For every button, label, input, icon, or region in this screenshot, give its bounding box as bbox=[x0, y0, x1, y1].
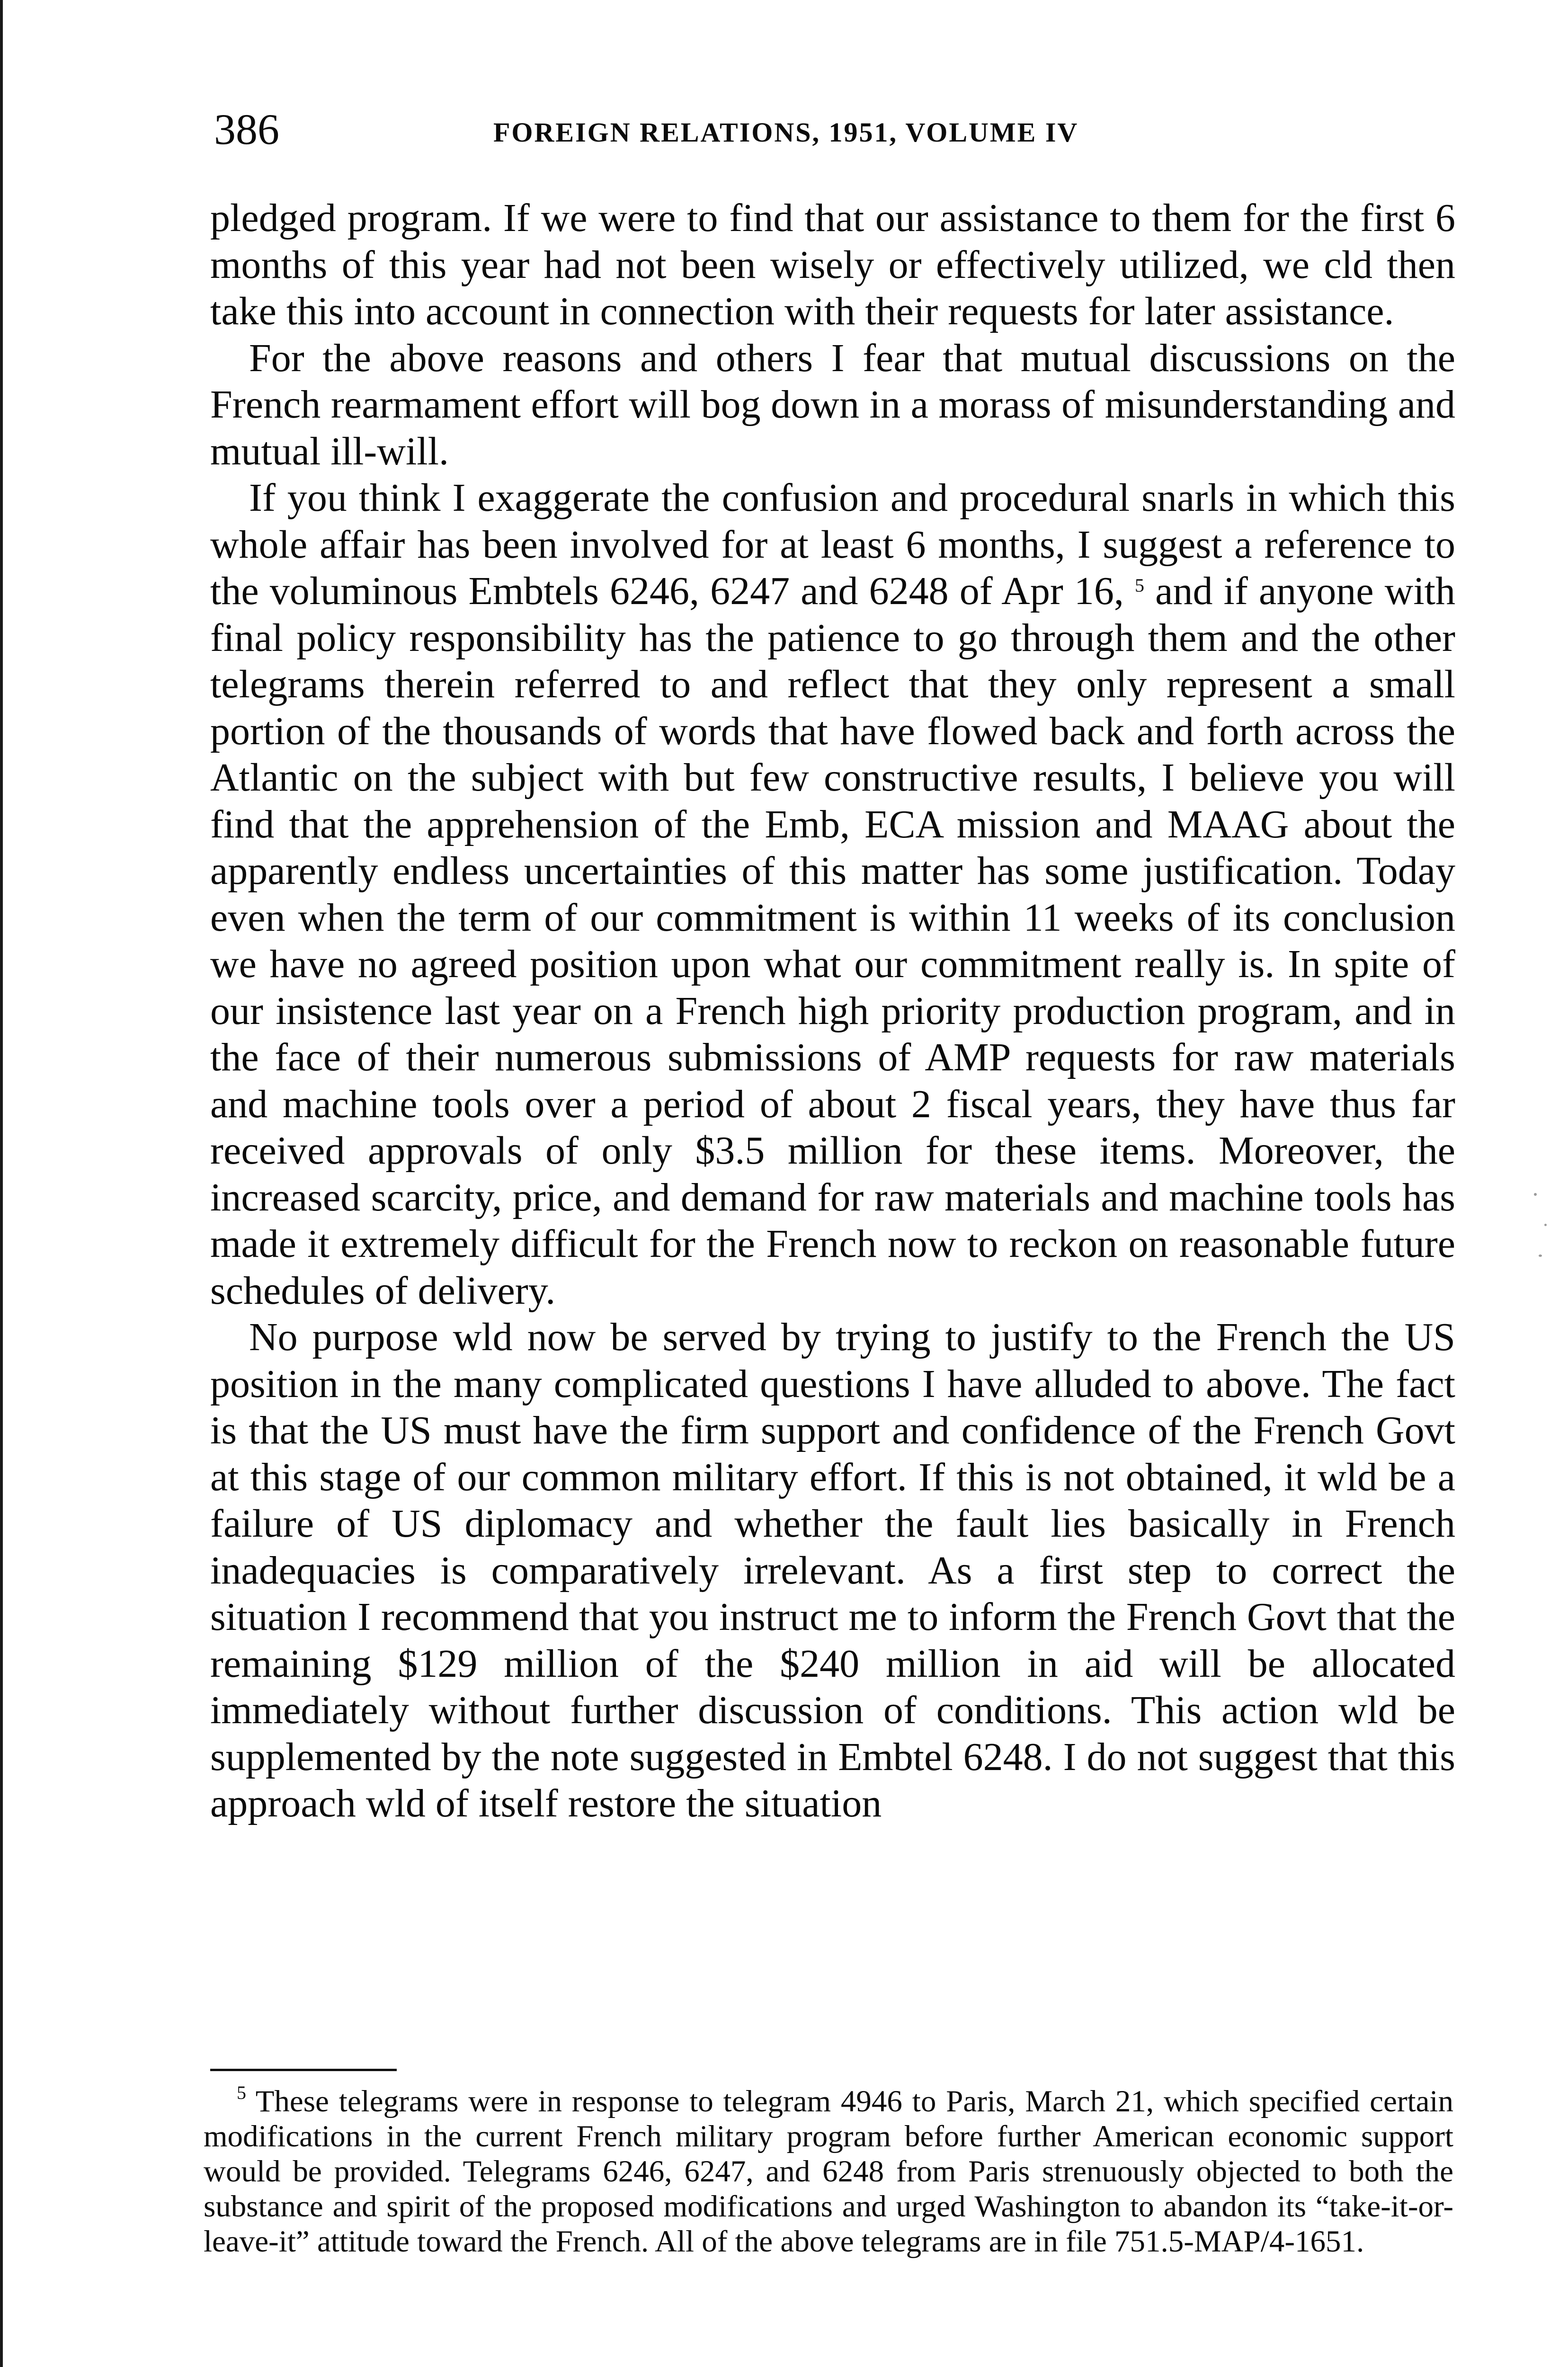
scan-speck bbox=[1539, 1255, 1542, 1257]
body-text bbox=[210, 195, 1455, 1827]
paragraph-3-text-b: and if anyone with final policy responsibility has the patience to go through them and the other telegrams therein referred to and reflect that they only represent a small portion of the thousands of words that have flowed back and forth across the Atlantic on the subject with but few constructive results, I believe you will find that the apprehension of the Emb, ECA mission and MAAG about the apparently endless uncertainties of this matter has some justification. Today even when the term of our commitment is within 11 weeks of its conclusion we have no agreed position upon what our commitment really is. In spite of our insistence last year on a French high priority production program, and in the face of their numerous submissions of AMP requests for raw materials and machine tools over a period of about 2 fiscal years, they have thus far received approvals of only $3.5 million for these items. Moreover, the increased scarcity, price, and demand for raw materials and machine tools has made it extremely difficult for the French now to reckon on reasonable future schedules of delivery. bbox=[210, 569, 1456, 1313]
footnote bbox=[204, 2084, 1453, 2259]
footnote-text: These telegrams were in response to telegram 4946 to Paris, March 21, which specified certain modifications in the current French military program before further American economic support would be provided. Telegrams 6246, 6247, and 6248 from Paris strenuously objected to both the substance and spirit of the proposed modifications and urged Washington to abandon its “take-it-or-leave-it” attitude toward the French. All of the above telegrams are in file 751.5-MAP/4-1651. bbox=[204, 2084, 1453, 2259]
paragraph-1: pledged program. If we were to find that our assistance to them for the first 6 months of this year had not been wisely or effectively utilized, we cld then take this into account in connection with their requests for later assistance. bbox=[210, 196, 1455, 333]
running-head: FOREIGN RELATIONS, 1951, VOLUME IV bbox=[493, 117, 1079, 148]
page-header bbox=[214, 103, 1454, 160]
scan-speck bbox=[1534, 1193, 1537, 1196]
paragraph-3 bbox=[210, 475, 1455, 1314]
page-number: 386 bbox=[214, 105, 279, 153]
footnote-reference: 5 bbox=[1135, 575, 1145, 596]
scan-edge bbox=[0, 0, 3, 2367]
paragraph-4: No purpose wld now be served by trying to justify to the French the US position in the many complicated questions I have alluded to above. The fact is that the US must have the firm support and confidence of the French Govt at this stage of our common military effort. If this is not obtained, it wld be a failure of US diplomacy and whether the fault lies basically in French inadequacies is comparatively irrelevant. As a first step to correct the situation I recommend that you instruct me to inform the French Govt that the remaining $129 million of the $240 million in aid will be allocated immediately without further discussion of conditions. This action wld be supplemented by the note suggested in Embtel 6248. I do not suggest that this approach wld of itself restore the situation bbox=[210, 1315, 1455, 1825]
paragraph-2: For the above reasons and others I fear that mutual discussions on the French rearmament effort will bog down in a morass of misunderstanding and mutual ill-will. bbox=[210, 336, 1455, 473]
footnote-divider bbox=[210, 2069, 397, 2071]
footnote-marker: 5 bbox=[237, 2082, 246, 2103]
paragraph-3-text-a: If you think I exaggerate the confusion and procedural snarls in which this whole affair has been involved for at least 6 months, I suggest a reference to the voluminous Embtels 6246, 6247 and 6248 of Apr 16, bbox=[210, 476, 1455, 613]
scan-speck bbox=[1544, 1224, 1547, 1226]
